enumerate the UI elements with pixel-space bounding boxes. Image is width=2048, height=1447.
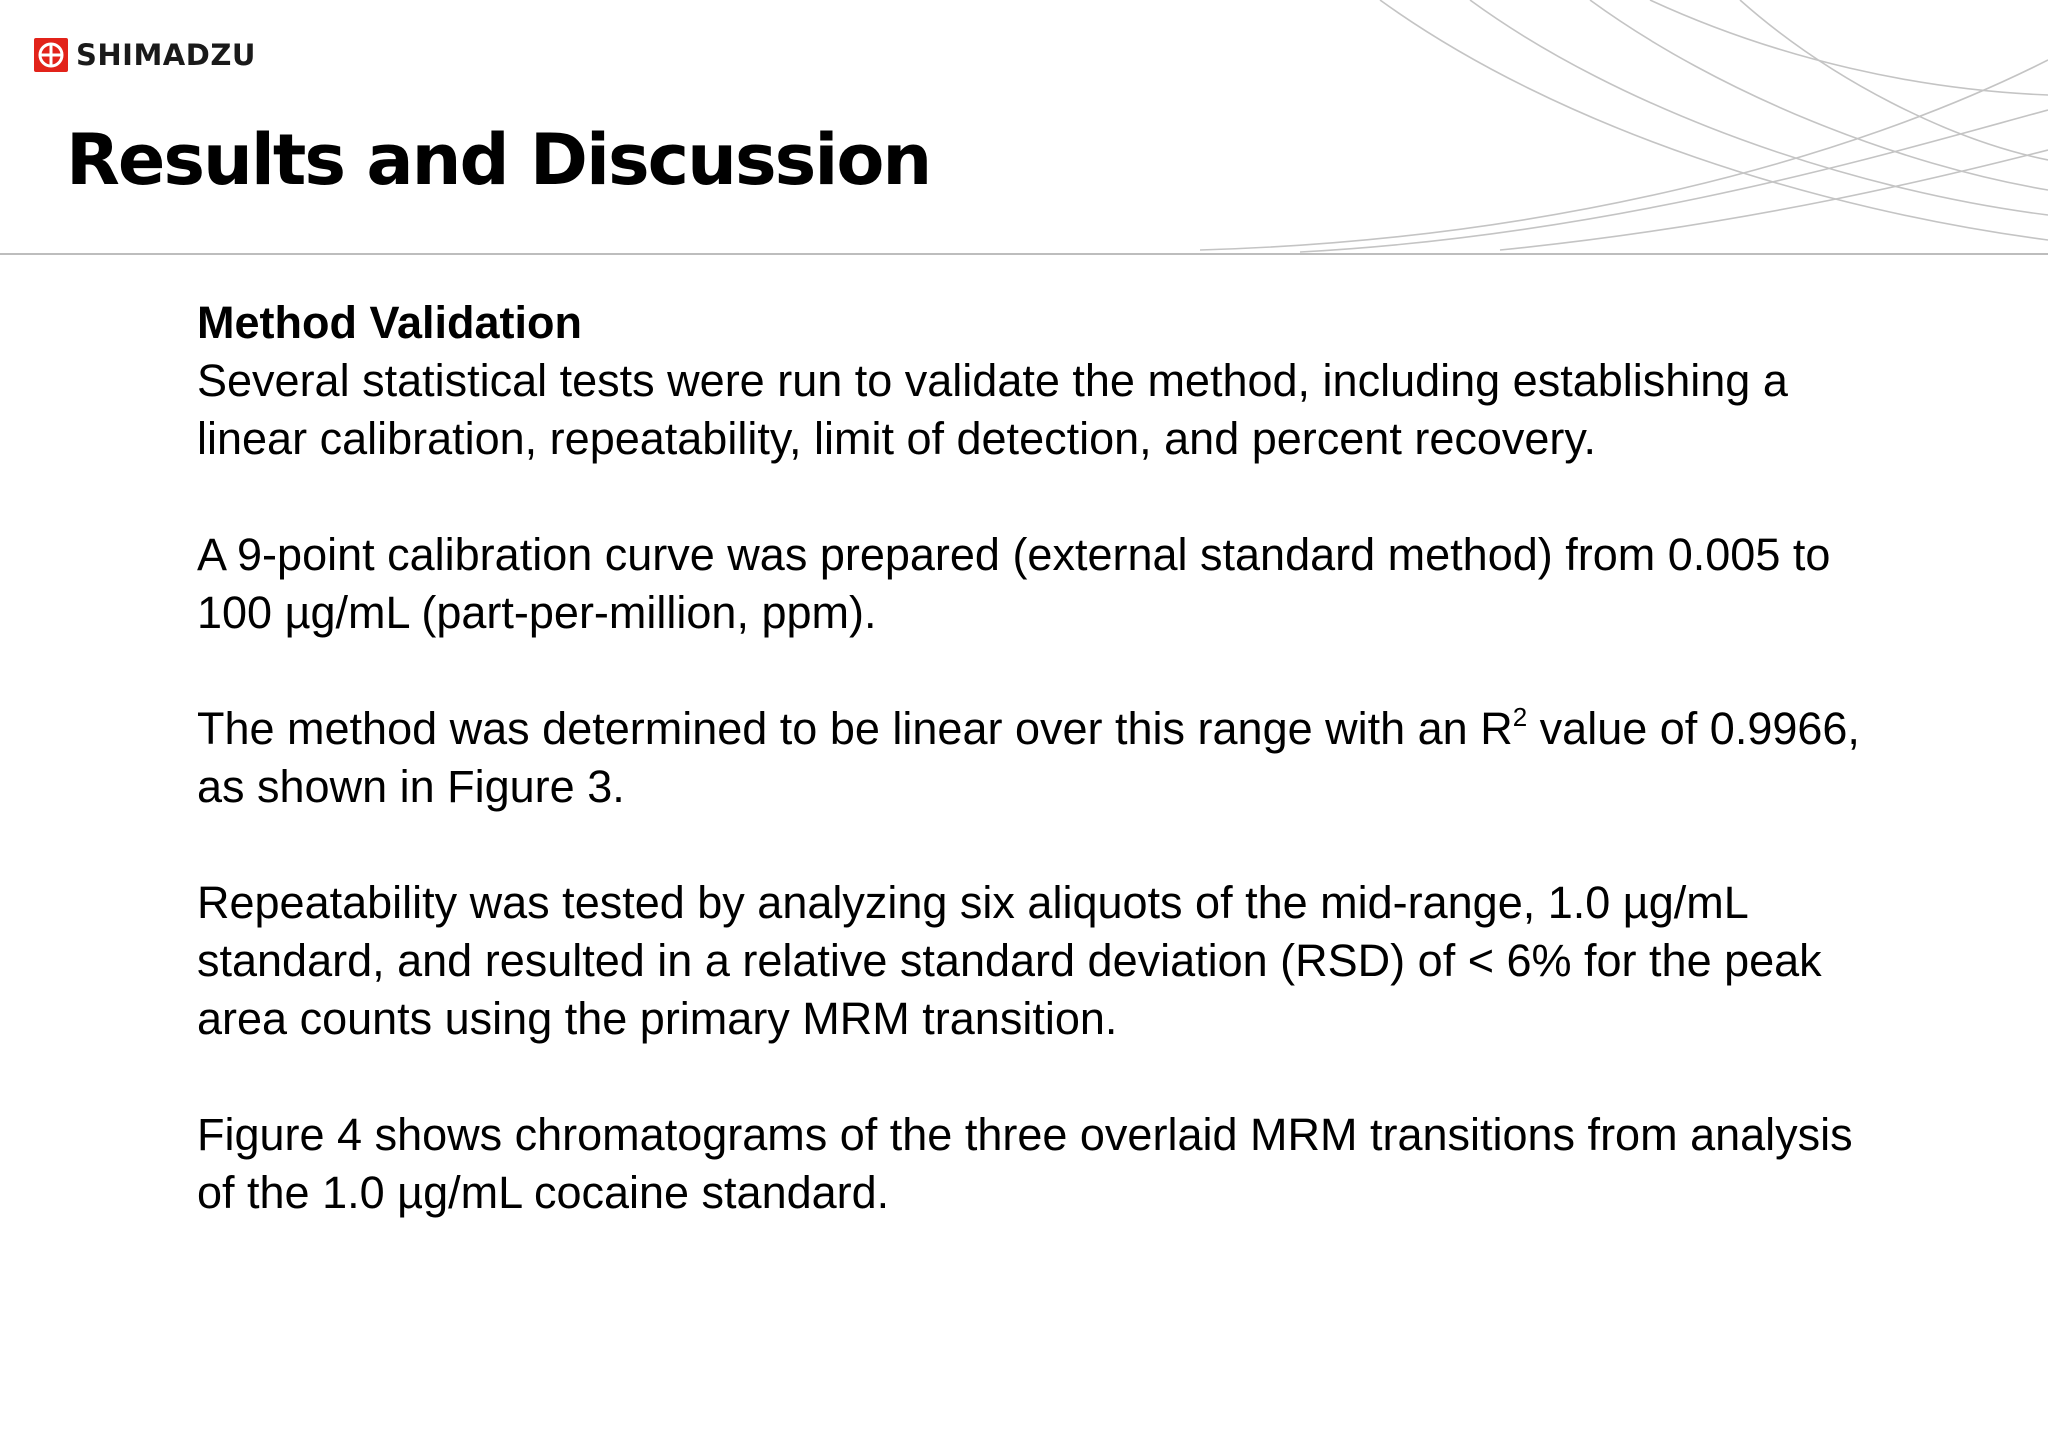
linearity-text-after: value of 0.9966, as shown in Figure 3. [197, 703, 1860, 812]
linearity-text-before: The method was determined to be linear over this range with an R [197, 703, 1513, 754]
paragraph-repeatability: Repeatability was tested by analyzing six aliquots of the mid-range, 1.0 µg/mL standard, and resulted in a relative standard deviation (RSD) of < 6% for the peak area counts using the primary MRM transition. [197, 877, 1822, 1044]
shimadzu-logo-text: SHIMADZU [76, 37, 256, 72]
content-body [197, 294, 1897, 1280]
shimadzu-logo [34, 38, 256, 72]
section-heading: Method Validation [197, 297, 583, 348]
paragraph-calibration: A 9-point calibration curve was prepared (external standard method) from 0.005 to 100 µg/mL (part-per-million, ppm). [197, 529, 1831, 638]
paragraph-overview: Several statistical tests were run to validate the method, including establishing a linear calibration, repeatability, limit of detection, and percent recovery. [197, 355, 1788, 464]
shimadzu-logo-mark-icon [34, 38, 68, 72]
paragraph-figure-4: Figure 4 shows chromatograms of the three overlaid MRM transitions from analysis of the 1.0 µg/mL cocaine standard. [197, 1109, 1853, 1218]
r-squared-superscript: 2 [1512, 702, 1528, 732]
paragraph-linearity [197, 700, 1897, 816]
page-title: Results and Discussion [66, 119, 931, 201]
